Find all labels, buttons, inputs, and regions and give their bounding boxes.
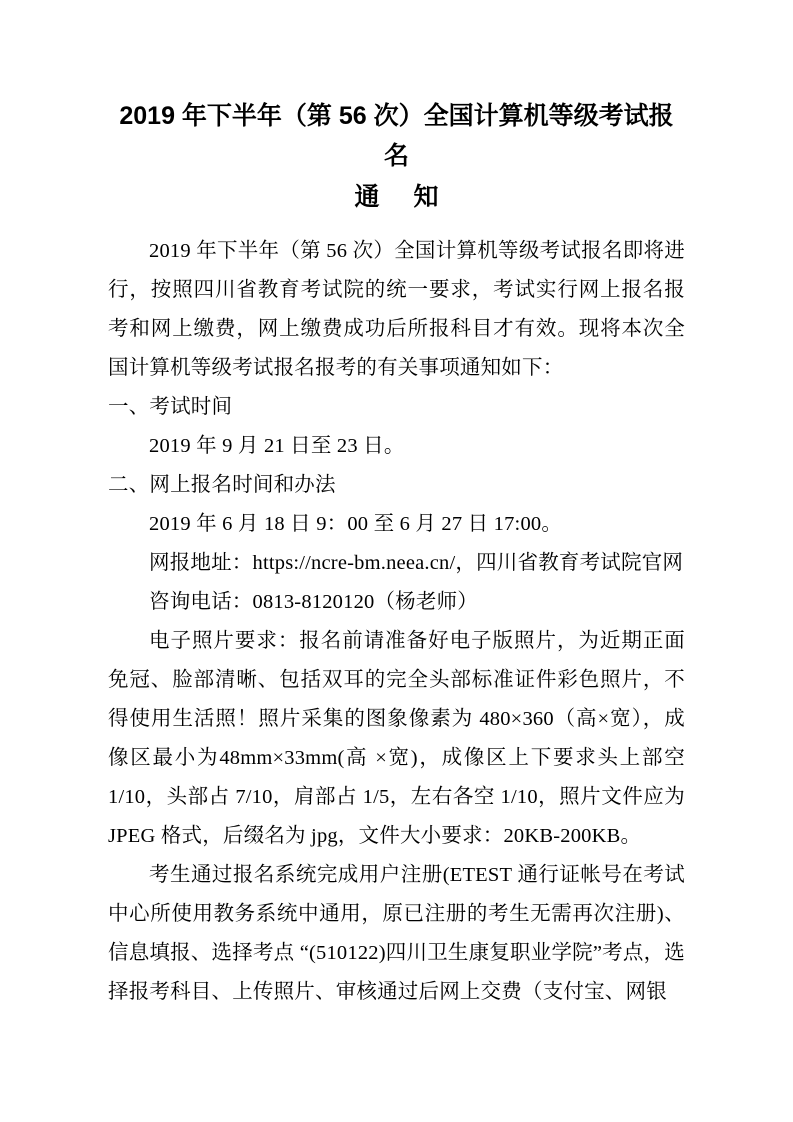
paragraph-section-2-url: 网报地址：https://ncre-bm.neea.cn/，四川省教育考试院官网 [149,552,684,574]
subtitle-char-2: 知 [413,183,439,211]
document-body [108,232,685,1012]
heading-section-2: 二、网上报名时间和办法 [108,474,336,496]
paragraph-section-2-photo: 电子照片要求：报名前请准备好电子版照片，为近期正面免冠、脸部清晰、包括双耳的完全头部标准证件彩色照片，不得使用生活照！照片采集的图象像素为 480×360（高×宽），成像区最小为48mm×33mm(高 ×宽)，成像区上下要求头上部空 1/10，头部占 7/10，肩部占 1/5，左右各空 1/10，照片文件应为 JPEG 格式，后缀名为 jpg，文件大小要求：20KB-200KB。 [108,630,685,847]
paragraph-section-2-register: 考生通过报名系统完成用户注册(ETEST 通行证帐号在考试中心所使用教务系统中通用，原已注册的考生无需再次注册)、信息填报、选择考点 “(510122)四川卫生康复职业学院”考点，选择报考科目、上传照片、审核通过后网上交费（支付宝、网银 [108,864,685,1003]
paragraph-section-1-body: 2019 年 9 月 21 日至 23 日。 [149,435,405,457]
heading-section-1: 一、考试时间 [108,396,233,418]
subtitle-char-1: 通 [354,183,380,211]
paragraph-section-2-phone: 咨询电话：0813-8120120（杨老师） [149,591,478,613]
paragraph-section-2-time: 2019 年 6 月 18 日 9：00 至 6 月 27 日 17:00。 [149,513,563,535]
page-title: 2019 年下半年（第 56 次）全国计算机等级考试报名 [119,102,674,170]
page-subtitle [108,176,685,218]
paragraph-intro: 2019 年下半年（第 56 次）全国计算机等级考试报名即将进行，按照四川省教育考试院的统一要求，考试实行网上报名报考和网上缴费，网上缴费成功后所报科目才有效。现将本次全国计算机等级考试报名报考的有关事项通知如下： [108,240,685,379]
